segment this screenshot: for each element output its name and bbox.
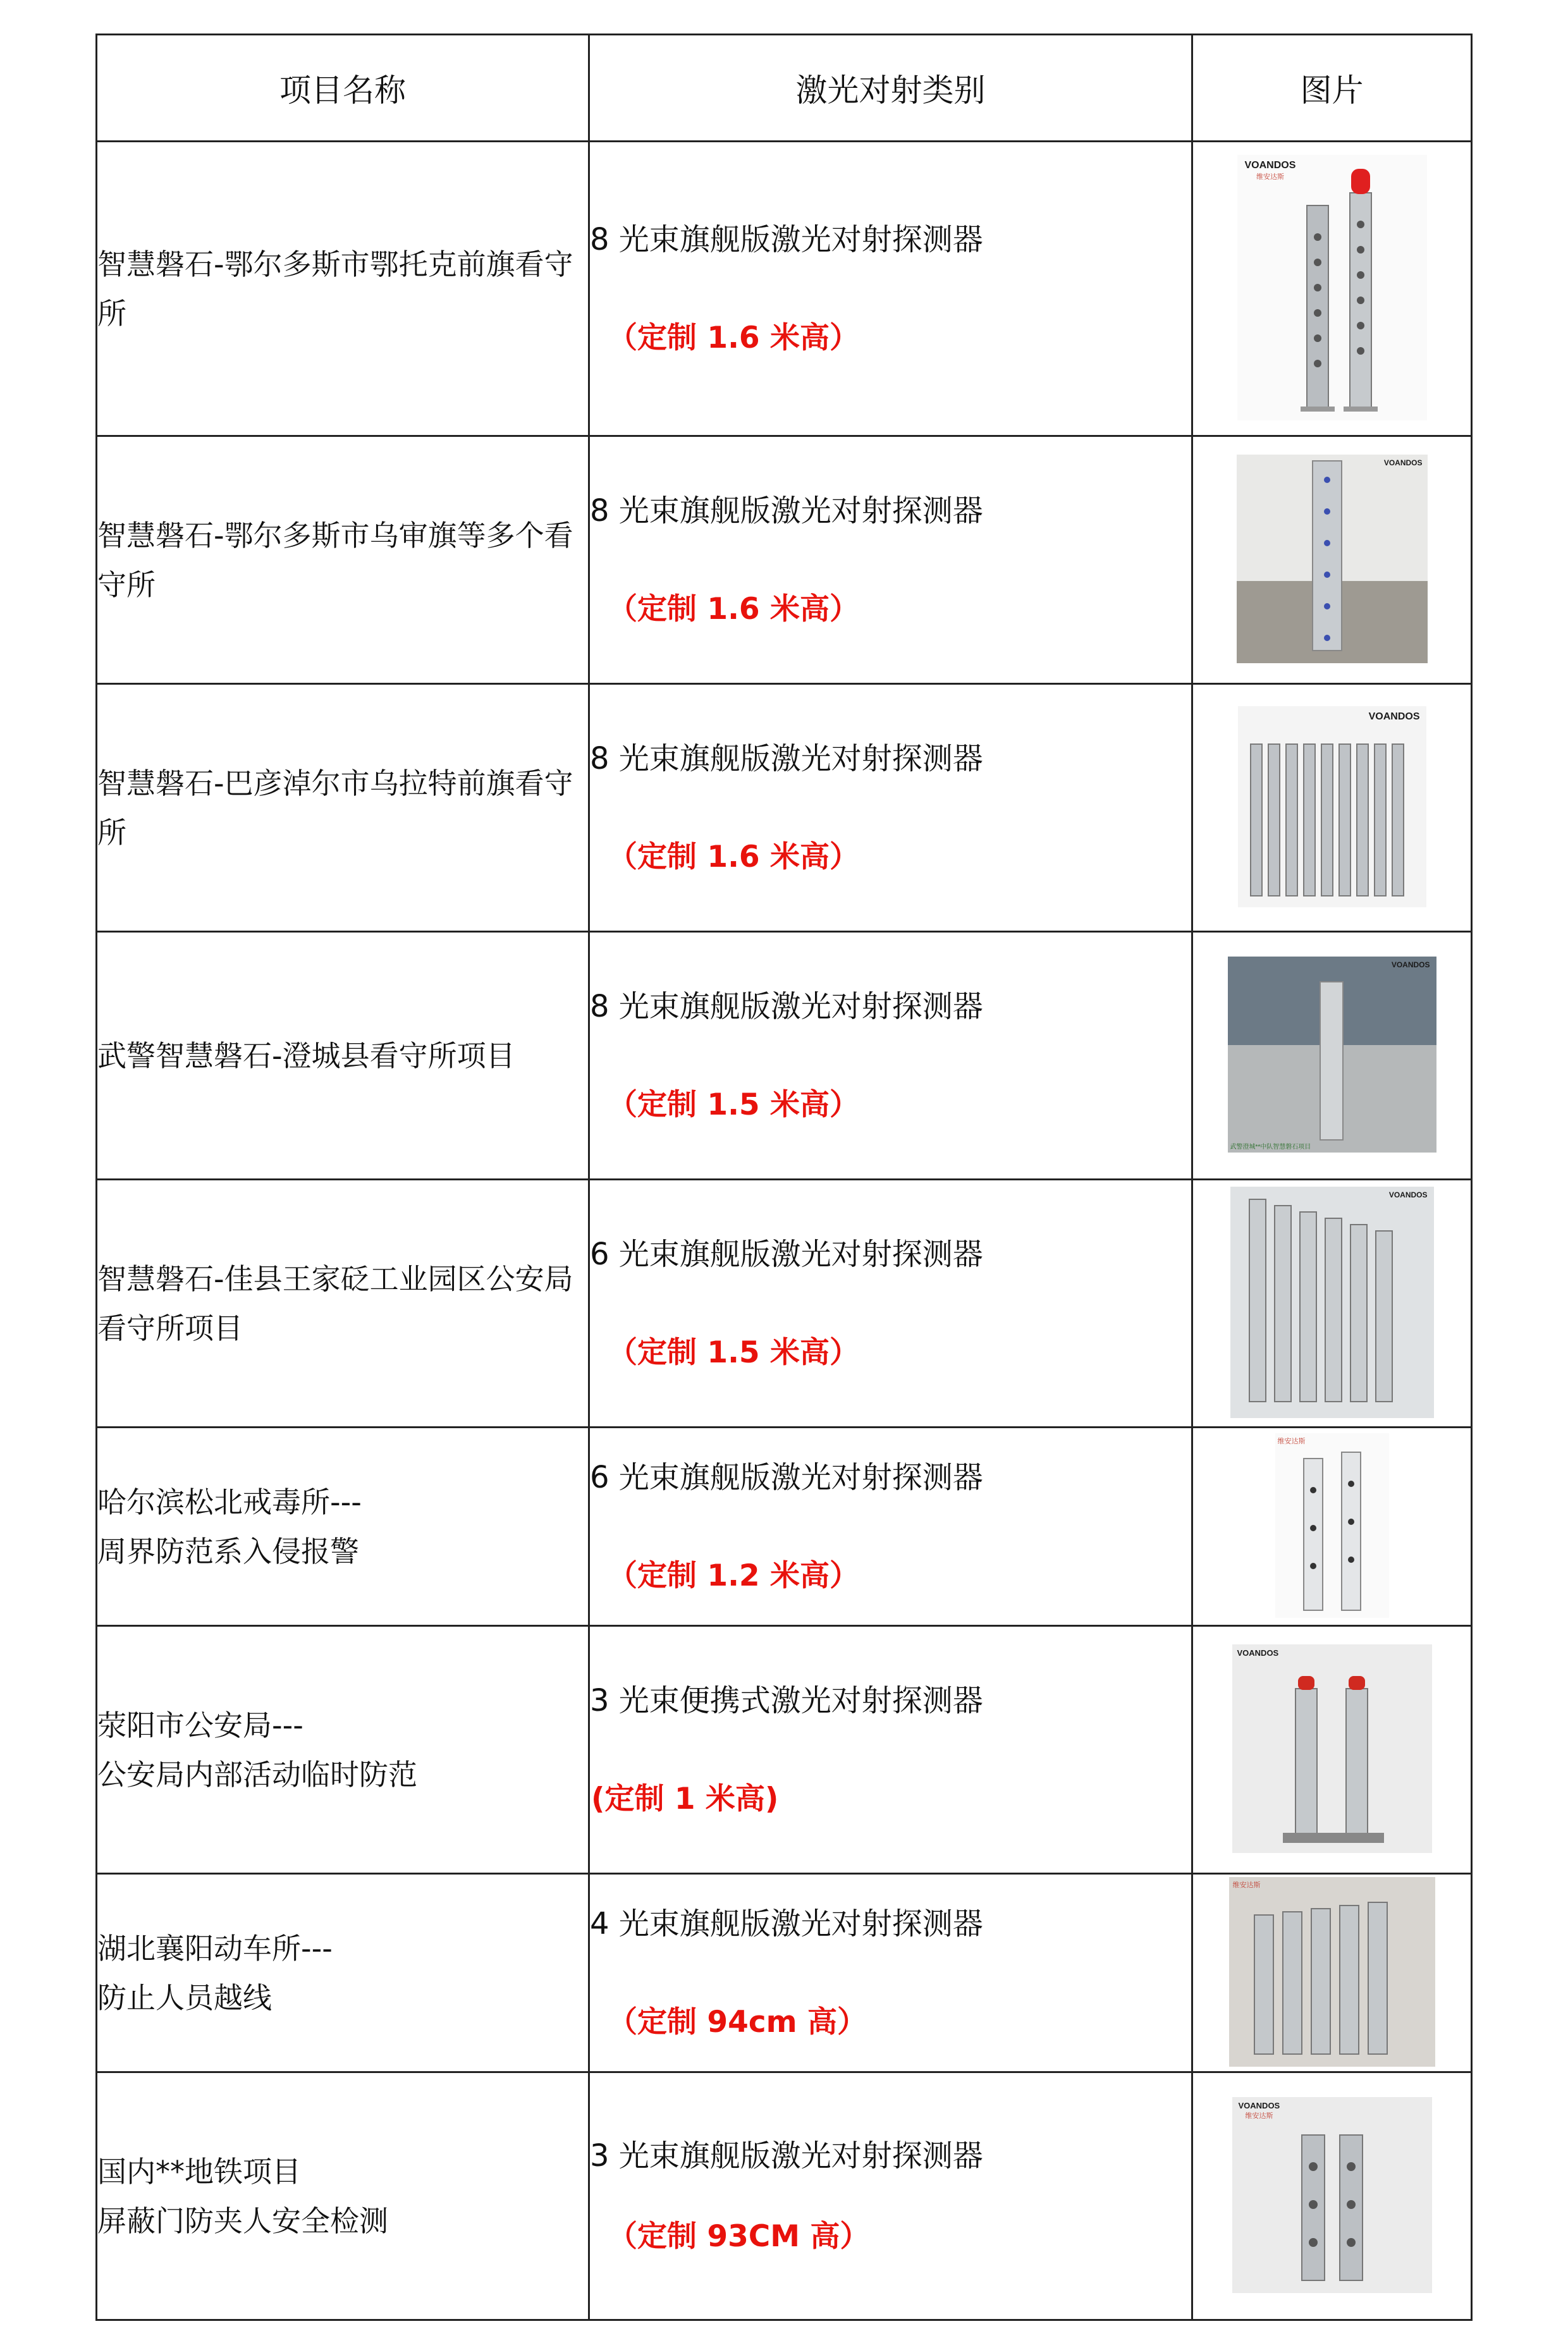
table-header-row (97, 35, 1472, 142)
brand-subtitle: 维安达斯 (1277, 1437, 1306, 1445)
pole-group-illustration (1230, 1187, 1434, 1418)
project-name: 智慧磐石-佳县王家砭工业园区公安局看守所项目 (97, 1180, 589, 1428)
laser-type-cell (589, 436, 1192, 684)
project-name: 智慧磐石-巴彦淖尔市乌拉特前旗看守所 (97, 684, 589, 932)
table-row (97, 1180, 1472, 1428)
custom-height: （定制 94cm 高） (608, 2005, 867, 2040)
laser-type-cell (589, 1626, 1192, 1874)
project-name: 国内**地铁项目 屏蔽门防夹人安全检测 (97, 2072, 589, 2320)
project-name: 智慧磐石-鄂尔多斯市乌审旗等多个看守所 (97, 436, 589, 684)
portable-pole-illustration (1232, 1644, 1432, 1853)
pole-illustration (1237, 155, 1427, 420)
custom-height: （定制 1.5 米高） (608, 1087, 859, 1122)
product-photo (1275, 1433, 1389, 1618)
header-image: 图片 (1192, 35, 1472, 142)
brand-subtitle: 维安达斯 (1245, 2112, 1273, 2120)
project-name: 武警智慧磐石-澄城县看守所项目 (97, 932, 589, 1180)
product-photo (1228, 957, 1436, 1153)
photo-caption: 武警澄城**中队智慧磐石项目 (1230, 1143, 1311, 1151)
project-name: 荥阳市公安局--- 公安局内部活动临时防范 (97, 1626, 589, 1874)
brand-logo: VOANDOS (1388, 1190, 1428, 1199)
brand-logo: VOANDOS (1237, 1648, 1279, 1658)
laser-type-cell (589, 1180, 1192, 1428)
laser-type-cell (589, 142, 1192, 436)
table-row (97, 2072, 1472, 2320)
short-pole-group-illustration (1229, 1877, 1435, 2067)
laser-type: 8 光束旗舰版激光对射探测器 (590, 493, 983, 529)
laser-type-cell (589, 932, 1192, 1180)
project-table (95, 34, 1473, 2321)
brand-logo: VOANDOS (1383, 458, 1423, 467)
laser-type: 4 光束旗舰版激光对射探测器 (590, 1906, 983, 1942)
laser-type-cell (589, 2072, 1192, 2320)
laser-type: 8 光束旗舰版激光对射探测器 (590, 989, 983, 1024)
laser-type: 3 光束旗舰版激光对射探测器 (590, 2138, 983, 2174)
pole-illustration (1237, 455, 1428, 663)
laser-type: 6 光束旗舰版激光对射探测器 (590, 1237, 983, 1272)
project-name: 智慧磐石-鄂尔多斯市鄂托克前旗看守所 (97, 142, 589, 436)
brand-subtitle: 维安达斯 (1256, 173, 1284, 181)
product-photo (1229, 1877, 1435, 2067)
header-laser-type: 激光对射类别 (589, 35, 1192, 142)
product-photo (1232, 1644, 1432, 1853)
project-name: 湖北襄阳动车所--- 防止人员越线 (97, 1874, 589, 2072)
table-row (97, 142, 1472, 436)
laser-type: 8 光束旗舰版激光对射探测器 (590, 222, 983, 257)
project-name: 哈尔滨松北戒毒所--- 周界防范系入侵报警 (97, 1428, 589, 1626)
table-row (97, 1874, 1472, 2072)
laser-type: 8 光束旗舰版激光对射探测器 (590, 741, 983, 776)
brand-logo: VOANDOS (1368, 711, 1420, 722)
yard-illustration (1228, 957, 1436, 1153)
custom-height: (定制 1 米高) (591, 1782, 779, 1816)
table-row (97, 932, 1472, 1180)
laser-type: 6 光束旗舰版激光对射探测器 (590, 1460, 983, 1495)
custom-height: （定制 1.5 米高） (608, 1335, 859, 1370)
pole-row-illustration (1238, 706, 1426, 907)
laser-type-cell (589, 684, 1192, 932)
custom-height: （定制 1.6 米高） (608, 840, 859, 874)
brand-logo: VOANDOS (1391, 960, 1430, 969)
header-project-name: 项目名称 (97, 35, 589, 142)
product-photo (1232, 2097, 1432, 2293)
product-photo (1237, 155, 1427, 420)
laser-type-cell (589, 1428, 1192, 1626)
brand-logo: VOANDOS (1238, 2100, 1280, 2110)
pole-illustration (1275, 1433, 1389, 1618)
custom-height: （定制 1.2 米高） (608, 1558, 859, 1593)
table-row (97, 1428, 1472, 1626)
brand-logo: VOANDOS (1244, 159, 1296, 171)
product-photo (1237, 455, 1428, 663)
brand-subtitle: 维安达斯 (1232, 1881, 1261, 1889)
laser-type-cell (589, 1874, 1192, 2072)
pole-illustration (1232, 2097, 1432, 2293)
laser-type: 3 光束便携式激光对射探测器 (590, 1683, 983, 1718)
custom-height: （定制 93CM 高） (608, 2219, 870, 2254)
table-row (97, 1626, 1472, 1874)
table-row (97, 436, 1472, 684)
product-photo (1230, 1187, 1434, 1418)
custom-height: （定制 1.6 米高） (608, 592, 859, 627)
custom-height: （定制 1.6 米高） (608, 321, 859, 355)
table-row (97, 684, 1472, 932)
product-photo (1238, 706, 1426, 907)
